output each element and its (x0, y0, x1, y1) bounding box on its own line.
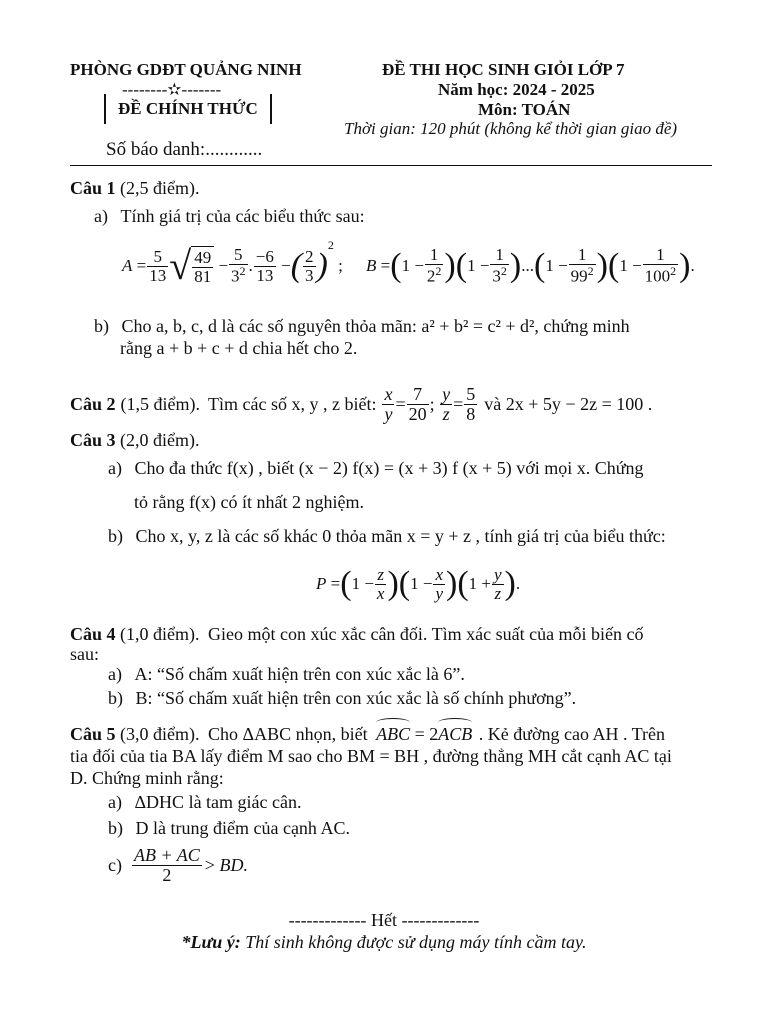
q5-text1-post: . Kẻ đường cao AH . Trên (478, 724, 666, 744)
q2-tail: và 2x + 5y − 2z = 100 . (484, 393, 653, 414)
q4a-label: a) (108, 664, 122, 684)
q4-label: Câu 4 (70, 624, 116, 644)
q4-text2: sau: (70, 644, 99, 664)
q1b-line1 (94, 316, 630, 337)
q5a-label: a) (108, 792, 122, 812)
expression-b: B = ( 1 − $\frac{1}{2^2}$ ) ( 1 − $\frac{1}{3^2}$ ) ... ( 1 − $\frac{1}{99^2}$ ) ( 1 − $\frac{1}{100^2}$ ) . (366, 245, 695, 286)
q5a-text: ΔDHC là tam giác cân. (134, 792, 302, 812)
q2-points: (1,5 điểm). (120, 393, 200, 414)
note-label: *Lưu ý: (181, 932, 241, 952)
q3a-line1 (108, 458, 644, 479)
q3a-text1: Cho đa thức f(x) , biết (x − 2) f(x) = (x + 3) f (x + 5) với mọi x. Chứng (134, 458, 644, 478)
q4-line1 (70, 624, 644, 645)
candidate-number: Số báo danh:............ (106, 139, 263, 160)
q5c-label: c) (108, 854, 122, 875)
q5-points: (3,0 điểm). (120, 724, 200, 744)
q3-heading (70, 430, 200, 451)
expression-p: P = ( 1 − $\frac{z}{x}$ ) ( 1 − $\frac{x}{y}$ ) ( 1 + $\frac{y}{z}$ ) . (316, 564, 521, 603)
q5b-text: D là trung điểm của cạnh AC. (135, 818, 350, 838)
q5b-label: b) (108, 818, 123, 838)
q5a-line (108, 792, 302, 813)
department-name: PHÒNG GDĐT QUẢNG NINH (70, 60, 302, 79)
q3-points: (2,0 điểm). (120, 430, 200, 450)
subject: Môn: TOÁN (478, 100, 571, 119)
q1b-text1: Cho a, b, c, d là các số nguyên thỏa mãn: a² + b² = c² + d², chứng minh (121, 316, 630, 336)
q4-points: (1,0 điểm). (120, 624, 200, 644)
q4b-text: B: “Số chấm xuất hiện trên con xúc xắc là số chính phương”. (135, 688, 577, 708)
q5-text2: tia đối của tia BA lấy điểm M sao cho BM = BH , đường thẳng MH cắt cạnh AC tại (70, 746, 672, 766)
q1-label: Câu 1 (70, 178, 116, 198)
exam-title: ĐỀ THI HỌC SINH GIỎI LỚP 7 (382, 60, 625, 79)
end-marker: ------------- Hết ------------- (288, 910, 480, 930)
time-note: Thời gian: 120 phút (không kể thời gian giao đề) (344, 119, 678, 138)
q5c-line: c) $\frac{AB + AC}{2}$ > BD. (108, 844, 248, 885)
q4-text1: Gieo một con xúc xắc cân đối. Tìm xác suất của mỗi biến cố (208, 624, 644, 644)
q3b-line (108, 526, 666, 547)
note-text: Thí sinh không được sử dụng máy tính cầm tay. (245, 932, 587, 952)
q2-text: Tìm các số x, y , z biết: (208, 393, 377, 414)
q4b-label: b) (108, 688, 123, 708)
q4b-line (108, 688, 576, 709)
q5-text3: D. Chứng minh rằng: (70, 768, 224, 788)
q2-line: Câu 2 (1,5 điểm). Tìm các số x, y , z biết: $\frac{x}{y}$ = $\frac{7}{20}$ ; $\frac{y}{z}$ = $\frac{5}{8}$ và 2x + 5y − 2z = 100 . (70, 383, 653, 424)
q1a-text: Tính giá trị của các biểu thức sau: (120, 206, 365, 226)
q5-label: Câu 5 (70, 724, 116, 744)
q3-label: Câu 3 (70, 430, 116, 450)
q1a-line (94, 206, 365, 227)
expression-a: A = $\frac{5}{13}$ √ $\frac{49}{81}$ − $\frac{5}{3^2}$ . $\frac{-6}{13}$ − ( $\frac{2}{3}$ ) $^2$ ; (122, 238, 343, 288)
q5-line1 (70, 718, 665, 745)
official-label: ĐỀ CHÍNH THỨC (118, 99, 258, 118)
school-year: Năm học: 2024 - 2025 (438, 80, 595, 99)
angle-equation: ABC = 2ACB (376, 724, 472, 744)
q3a-label: a) (108, 458, 122, 478)
q3b-label: b) (108, 526, 123, 546)
header-divider (70, 165, 712, 166)
q3a-text2: tỏ rằng f(x) có ít nhất 2 nghiệm. (134, 492, 364, 512)
q4a-line (108, 664, 465, 685)
q1-points: (2,5 điểm). (120, 178, 200, 198)
q1a-label: a) (94, 206, 108, 226)
q1-heading (70, 178, 200, 199)
q1b-text2: rằng a + b + c + d chia hết cho 2. (120, 338, 358, 358)
q4a-text: A: “Số chấm xuất hiện trên con xúc xắc là 6”. (134, 664, 465, 684)
star-divider: --------✫------- (122, 80, 222, 99)
q5b-line (108, 818, 350, 839)
q2-label: Câu 2 (70, 393, 116, 414)
q1b-label: b) (94, 316, 109, 336)
footer-note (0, 932, 768, 953)
q3b-text: Cho x, y, z là các số khác 0 thỏa mãn x = y + z , tính giá trị của biểu thức: (135, 526, 666, 546)
q5-text1-pre: Cho ΔABC nhọn, biết (208, 724, 368, 744)
